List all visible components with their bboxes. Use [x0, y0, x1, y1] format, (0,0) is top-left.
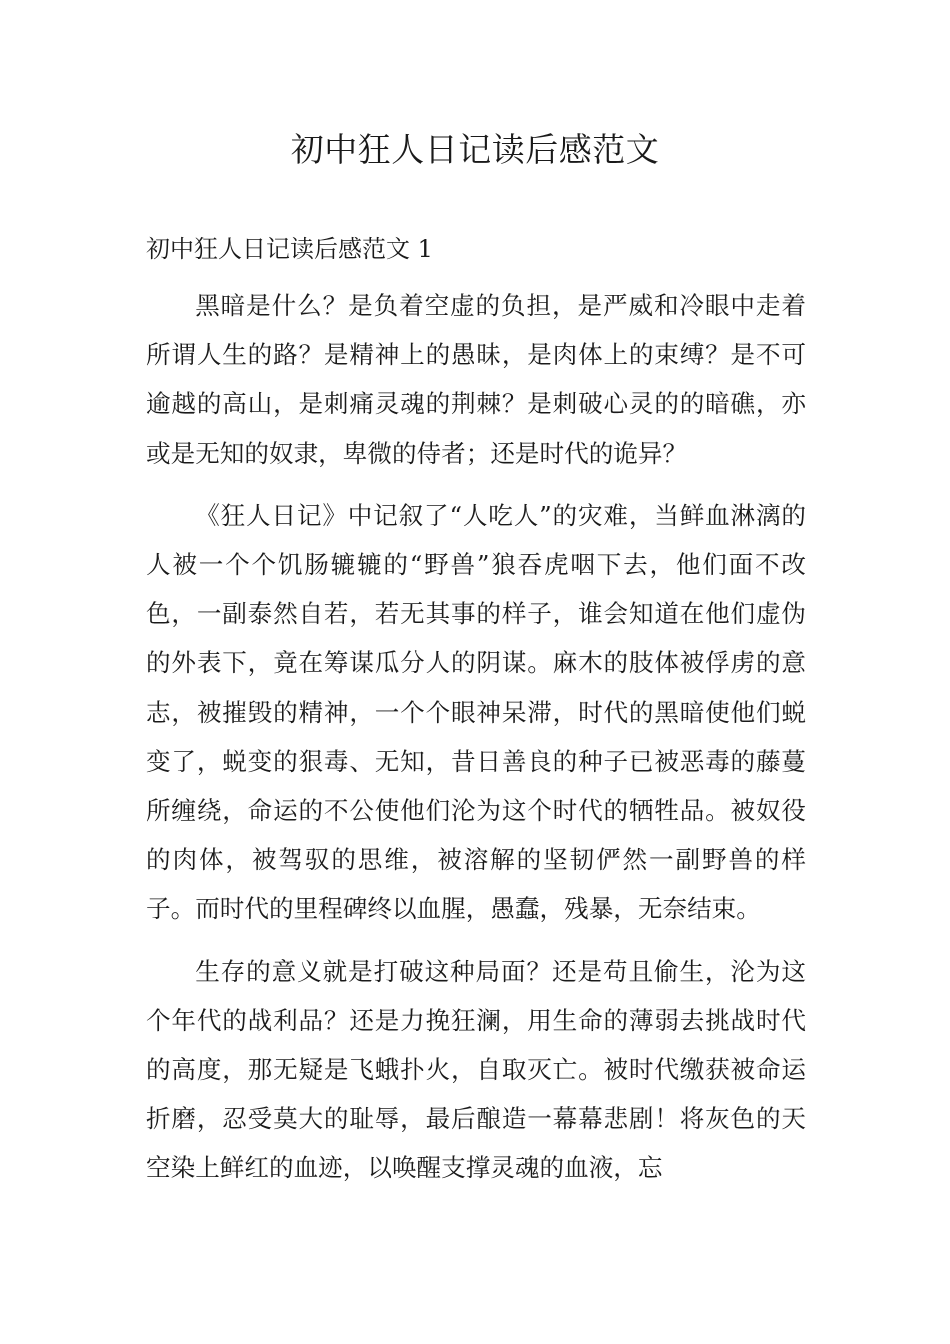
- document-body: [146, 281, 806, 1206]
- section-heading: 初中狂人日记读后感范文 1: [146, 235, 433, 263]
- paragraph-2: 《狂人日记》中记叙了“人吃人”的灾难，当鲜血淋漓的人被一个个饥肠辘辘的“野兽”狼吞虎咽下去，他们面不改色，一副泰然自若，若无其事的样子，谁会知道在他们虚伪的外表下，竟在筹谋瓜分人的阴谋。麻木的肢体被俘虏的意志，被摧毁的精神，一个个眼神呆滞，时代的黑暗使他们蜕变了，蜕变的狠毒、无知，昔日善良的种子已被恶毒的藤蔓所缠绕，命运的不公使他们沦为这个时代的牺牲品。被奴役的肉体，被驾驭的思维，被溶解的坚韧俨然一副野兽的样子。而时代的里程碑终以血腥，愚蠢，残暴，无奈结束。: [146, 500, 806, 924]
- paragraph-1: 黑暗是什么？是负着空虚的负担，是严威和冷眼中走着所谓人生的路？是精神上的愚昧，是肉体上的束缚？是不可逾越的高山，是刺痛灵魂的荆棘？是刺破心灵的的暗礁，亦或是无知的奴隶，卑微的侍者；还是时代的诡异？: [146, 291, 806, 468]
- paragraph-3: 生存的意义就是打破这种局面？还是苟且偷生，沦为这个年代的战利品？还是力挽狂澜，用生命的薄弱去挑战时代的高度，那无疑是飞蛾扑火，自取灭亡。被时代缴获被命运折磨，忍受莫大的耻辱，最后酿造一幕幕悲剧！将灰色的天空染上鲜红的血迹，以唤醒支撑灵魂的血液，忘: [146, 956, 806, 1183]
- document-title: 初中狂人日记读后感范文: [290, 130, 660, 169]
